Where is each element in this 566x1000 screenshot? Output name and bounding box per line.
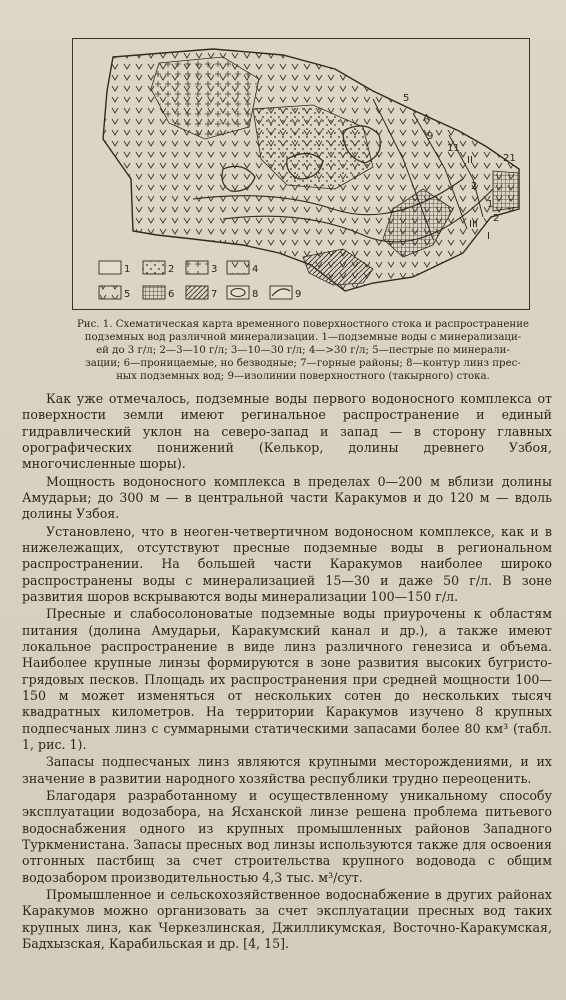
schematic-map-figure (72, 38, 530, 310)
caption-line: ей до 3 г/л; 2—3—10 г/л; 3—10—30 г/л; 4—>30 г/л; 5—пестрые по минерали- (96, 345, 510, 356)
paragraph: Благодаря разработанному и осуществленному уникальному способу эксплуатации водозабора, на Ясханской линзе решена проблема питьевого водоснабжения одного из крупных промышленных районов Западного Туркменистана. Запасы пресных вод линзы используются также для освоения отгонных пастбищ за счет строительства крупного водовода с общим водозабором производительностью 4,3 тыс. м³/сут. (22, 788, 552, 885)
paragraph: Как уже отмечалось, подземные воды первого водоносного комплекса от поверхности земли имеют регинальное распространение и единый гидравлический уклон на северо-запад и запад — в сторону главных орографических понижений (Келькор, долины древнего Узбоя, многочисленные шоры). (22, 391, 552, 472)
legend-number: 6 (168, 289, 175, 300)
paragraph: Установлено, что в неоген-четвертичном водоносном комплексе, как и в нижележащих, отсутствуют пресные подземные воды в региональном распространении. На большей части Каракумов наиболее широко распространены воды с минерализацией 15—30 и даже 50 г/л. В зоне развития шоров вскрываются воды минерализации 100—150 г/л. (22, 523, 552, 604)
figure-caption (66, 318, 540, 383)
map-label: 2 (471, 181, 478, 192)
map-label: I (487, 231, 490, 242)
map-legend (99, 261, 301, 300)
legend-number: 5 (124, 289, 131, 300)
paragraph: Мощность водоносного комплекса в пределах 0—200 м вблизи долины Амударьи; до 300 м — в центральной части Каракумов и до 120 м — вдоль долины Узбоя. (22, 473, 552, 522)
legend-number: 1 (124, 264, 131, 275)
map-label: 21 (503, 153, 516, 164)
caption-line: подземных вод различной минерализации. 1—подземные воды с минерализаци- (84, 332, 522, 343)
map-label: 2 (493, 213, 500, 224)
legend-number: 3 (211, 264, 218, 275)
map-label: A (423, 113, 430, 124)
legend-number: 9 (295, 289, 302, 300)
legend-number: 7 (211, 289, 218, 300)
body-text (22, 391, 552, 953)
map-label: III (469, 219, 478, 230)
map-label: II (467, 155, 473, 166)
legend-number: 4 (252, 264, 259, 275)
paragraph: Промышленное и сельскохозяйственное водоснабжение в других районах Каракумов можно организовать за счет эксплуатации пресных вод таких крупных линз, как Черкезлинская, Джилликумская, Восточно-Каракумская, Бадхызская, Карабильская и др. [4, 15]. (22, 887, 552, 951)
map-label: 5 (403, 93, 410, 104)
paragraph: Запасы подпесчаных линз являются крупными месторождениями, и их значение в развитии народного хозяйства республики трудно переоценить. (22, 754, 552, 786)
caption-line: ных подземных вод; 9—изолинии поверхностного (такырного) стока. (116, 371, 490, 382)
caption-line: Рис. 1. Схематическая карта временного поверхностного стока и распространение (76, 319, 530, 330)
legend-number: 8 (252, 289, 259, 300)
schematic-map (73, 39, 529, 309)
legend-number: 2 (168, 264, 175, 275)
caption-line: зации; 6—проницаемые, но безводные; 7—горные районы; 8—контур линз прес- (85, 358, 521, 369)
paragraph: Пресные и слабосолоноватые подземные воды приурочены к областям питания (долина Амударьи, Каракумский канал и др.), а также имеют локальное распространение в виде линз различного генезиса и объема. Наиболее крупные линзы формируются в зоне развития высоких бугристо-грядовых песков. Площадь их распространения при средней мощности 100—150 м может изменяться от нескольких сотен до нескольких тысяч квадратных километров. На территории Каракумов изучено 8 крупных подпесчаных линз с суммарными статическими запасами более 80 км³ (табл. 1, рис. 1). (22, 606, 552, 752)
map-label: 9 (427, 131, 434, 142)
map-label: 1 (487, 199, 494, 210)
map-label: 11 (447, 143, 460, 154)
